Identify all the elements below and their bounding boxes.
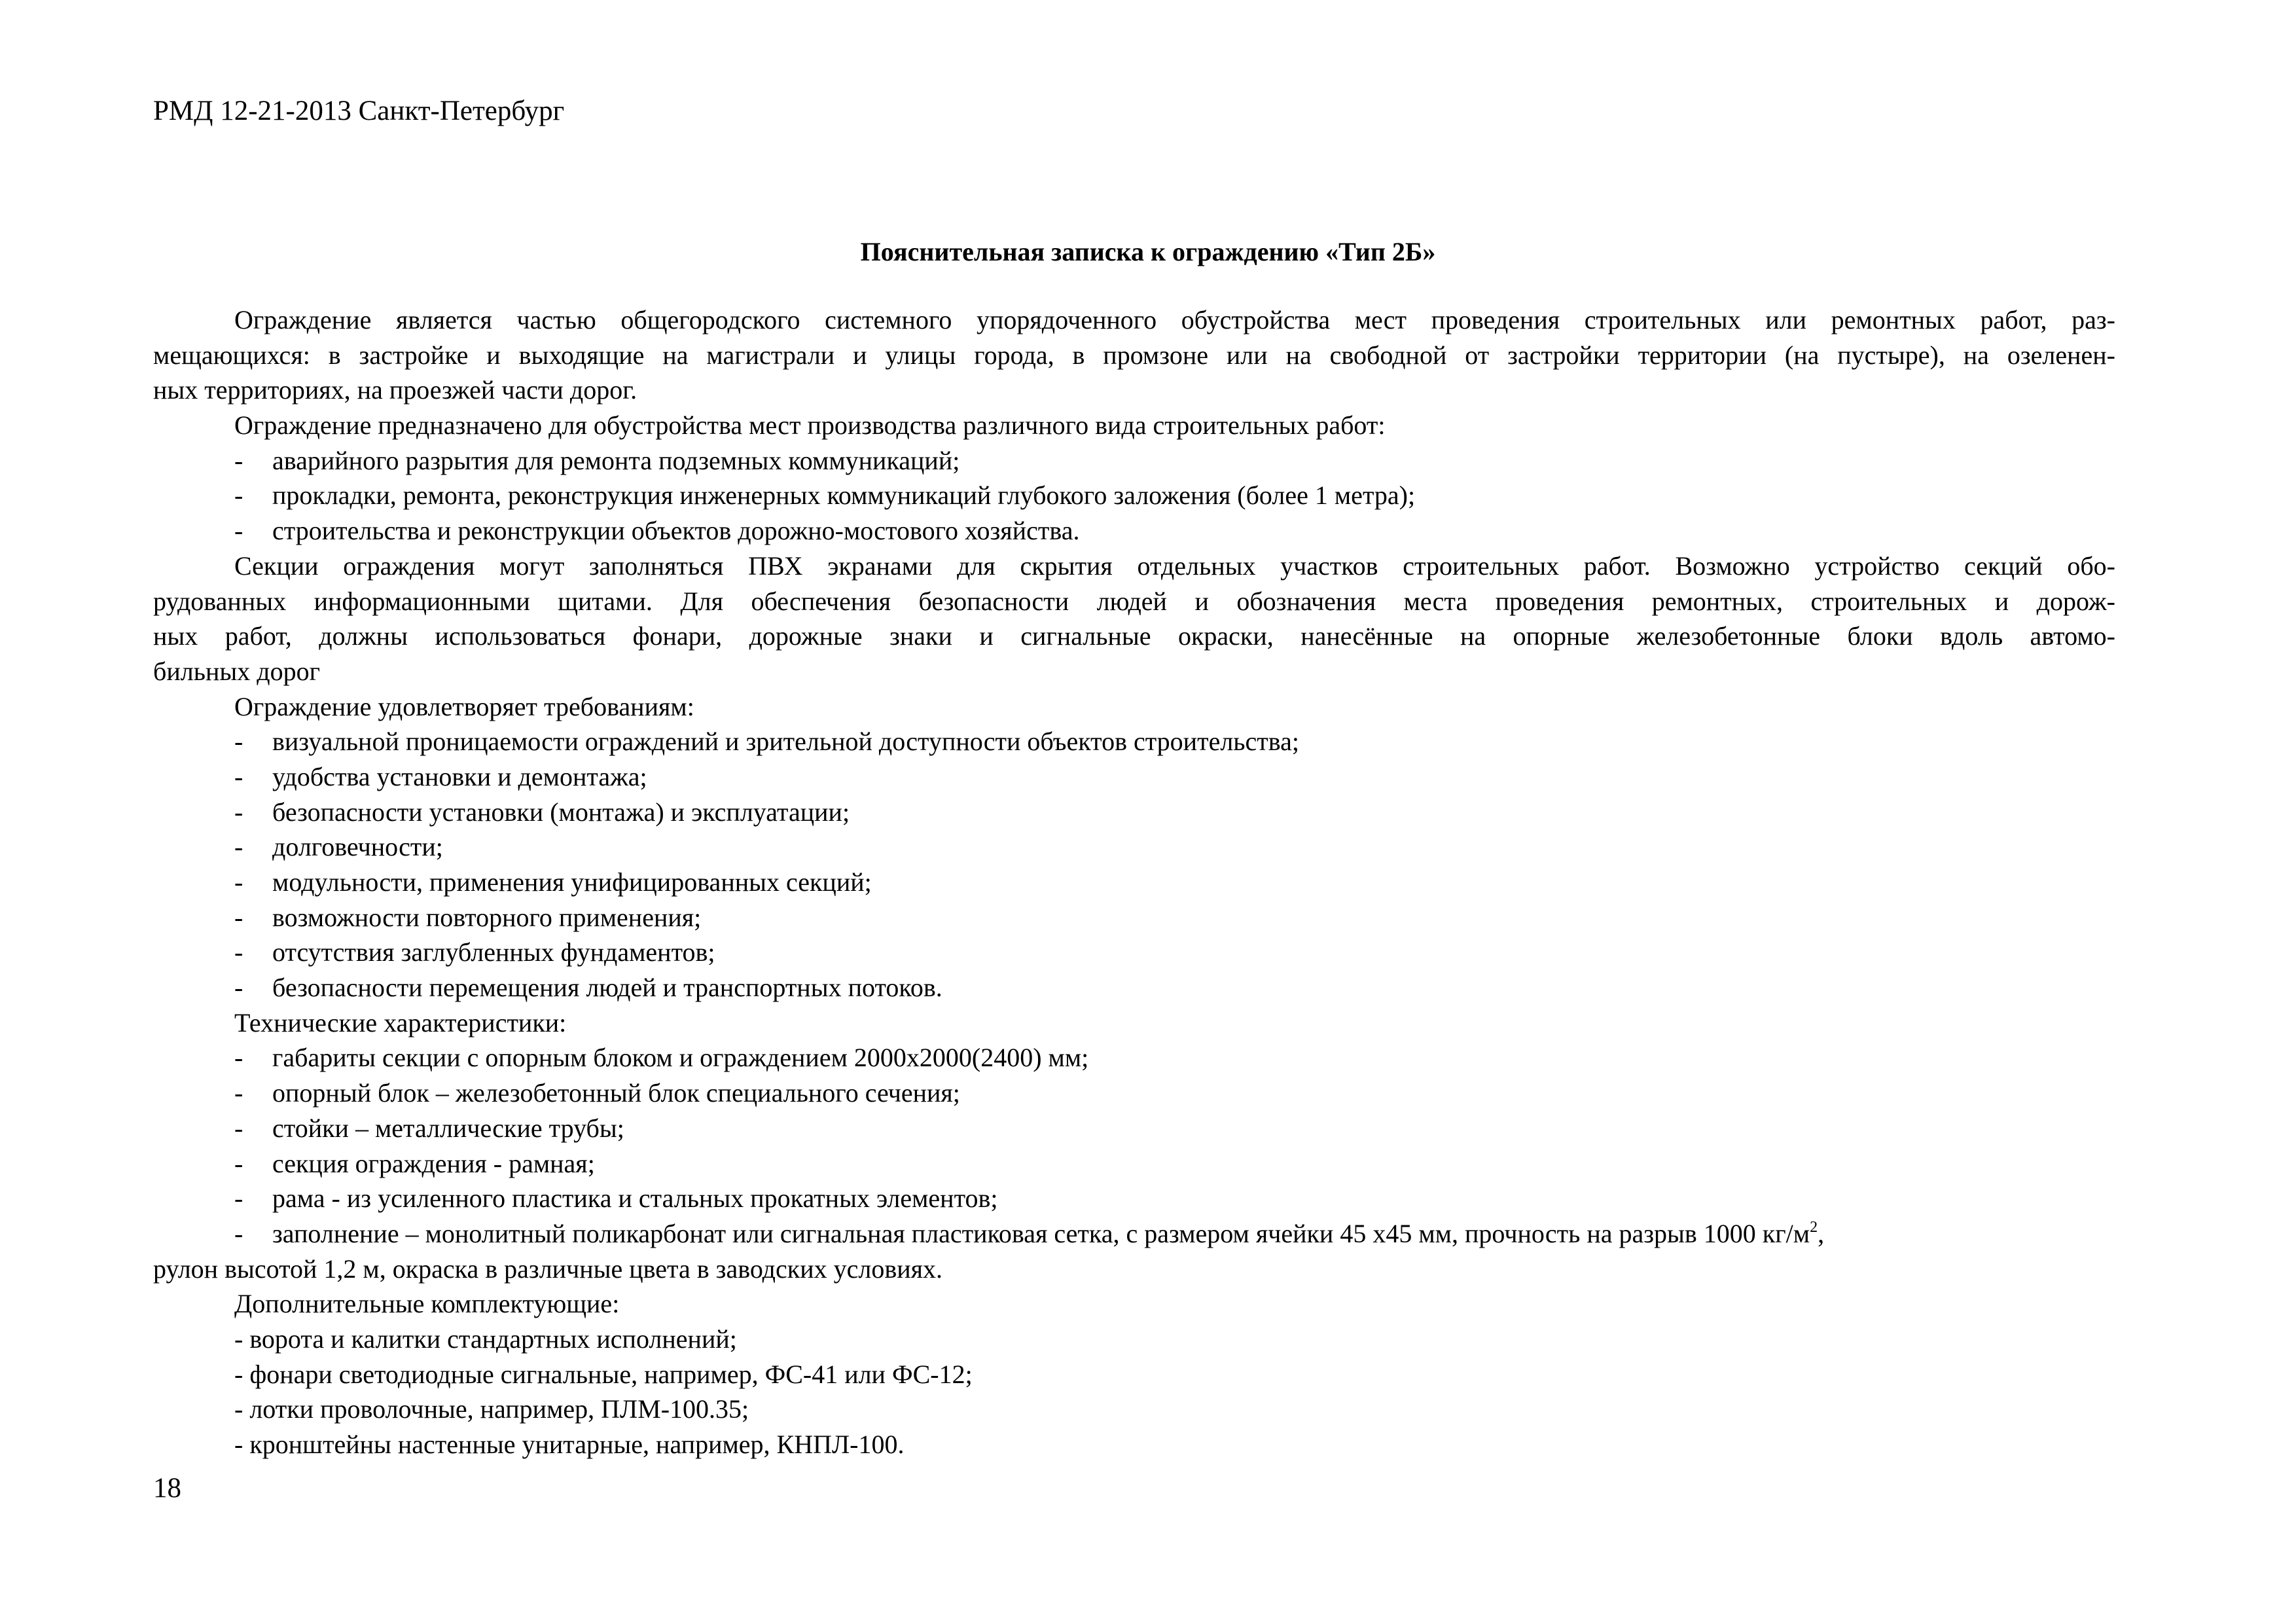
requirements-intro: Ограждение удовлетворяет требованиям: xyxy=(234,691,694,721)
purpose-intro: Ограждение предназначено для обустройства мест производства различного вида строительных работ: xyxy=(234,410,1386,441)
paragraph-line: Секции ограждения могут заполняться ПВХ экранами для скрытия отдельных участков строительных работ. Возможно устройство секций обо- xyxy=(234,550,2115,581)
dash-mark: - xyxy=(234,1218,243,1248)
running-header: РМД 12-21-2013 Санкт-Петербург xyxy=(153,96,565,126)
superscript: 2 xyxy=(1810,1218,1818,1236)
page-number: 18 xyxy=(153,1473,181,1504)
body-text xyxy=(153,302,2115,1462)
list-item: - кронштейны настенные унитарные, например, КНПЛ-100. xyxy=(234,1430,905,1459)
list-item: - модульности, применения унифицированных секций; xyxy=(153,865,2115,900)
paragraph-line: ных территориях, на проезжей части дорог. xyxy=(153,375,637,405)
dash-mark: - xyxy=(234,761,243,791)
list-item-fill: - заполнение – монолитный поликарбонат или сигнальная пластиковая сетка, с размером ячейки 45 х45 мм, прочность на разрыв 1000 $кг/м^2$, xyxy=(153,1216,2115,1252)
dash-mark: - xyxy=(234,867,243,897)
specs-intro: Технические характеристики: xyxy=(234,1007,567,1038)
paragraph-line: ных работ, должны использоваться фонари, дорожные знаки и сигнальные окраски, нанесённые на опорные железобетонные блоки вдоль автомо- xyxy=(153,621,2115,651)
dash-mark: - xyxy=(234,1113,243,1143)
list-item: - рама - из усиленного пластика и стальных прокатных элементов; xyxy=(153,1181,2115,1216)
list-item: - секция ограждения - рамная; xyxy=(153,1146,2115,1182)
dash-mark: - xyxy=(234,1078,243,1108)
paragraph-line: рудованных информационными щитами. Для обеспечения безопасности людей и обозначения места проведения ремонтных, строительных и дорож- xyxy=(153,586,2115,616)
paragraph-line: мещающихся: в застройке и выходящие на магистрали и улицы города, в промзоне или на свободной от застройки территории (на пустыре), на озеленен- xyxy=(153,340,2115,370)
dash-mark: - xyxy=(234,516,243,546)
dash-mark: - xyxy=(234,1148,243,1178)
dash-mark: - xyxy=(234,797,243,827)
dash-mark: - xyxy=(234,727,243,757)
dash-mark: - xyxy=(234,973,243,1003)
list-item: - аварийного разрытия для ремонта подземных коммуникаций; xyxy=(153,443,2115,478)
list-item: - прокладки, ремонта, реконструкция инженерных коммуникаций глубокого заложения (более 1 метра); xyxy=(153,478,2115,513)
list-item: - безопасности перемещения людей и транспортных потоков. xyxy=(153,970,2115,1005)
list-item: - стойки – металлические трубы; xyxy=(153,1111,2115,1146)
dash-mark: - xyxy=(234,902,243,932)
list-item-continuation: рулон высотой 1,2 м, окраска в различные цвета в заводских условиях. xyxy=(153,1254,943,1284)
paragraph-line: бильных дорог xyxy=(153,656,320,686)
dash-mark: - xyxy=(234,1183,243,1214)
list-item: - строительства и реконструкции объектов дорожно-мостового хозяйства. xyxy=(153,513,2115,549)
dash-mark: - xyxy=(234,937,243,967)
list-item: - опорный блок – железобетонный блок специального сечения; xyxy=(153,1075,2115,1111)
dash-mark: - xyxy=(234,832,243,862)
list-item: - удобства установки и демонтажа; xyxy=(153,759,2115,795)
dash-mark: - xyxy=(234,445,243,475)
list-item: - безопасности установки (монтажа) и эксплуатации; xyxy=(153,795,2115,830)
list-item: - долговечности; xyxy=(153,829,2115,865)
list-item: - возможности повторного применения; xyxy=(153,900,2115,935)
extras-intro: Дополнительные комплектующие: xyxy=(234,1289,620,1319)
document-title: Пояснительная записка к ограждению «Тип 2Б» xyxy=(860,237,1436,266)
dash-mark: - xyxy=(234,1043,243,1073)
paragraph-line: Ограждение является частью общегородского системного упорядоченного обустройства мест проведения строительных или ремонтных работ, раз- xyxy=(234,305,2115,334)
list-item: - ворота и калитки стандартных исполнений; xyxy=(234,1324,737,1354)
list-item: - отсутствия заглубленных фундаментов; xyxy=(153,935,2115,970)
list-item: - фонари светодиодные сигнальные, например, ФС-41 или ФС-12; xyxy=(234,1359,973,1389)
list-item: - габариты секции с опорным блоком и ограждением 2000х2000(2400) мм; xyxy=(153,1040,2115,1075)
dash-mark: - xyxy=(234,480,243,511)
list-item: - визуальной проницаемости ограждений и зрительной доступности объектов строительства; xyxy=(153,724,2115,759)
list-item: - лотки проволочные, например, ПЛМ-100.35; xyxy=(234,1394,749,1424)
